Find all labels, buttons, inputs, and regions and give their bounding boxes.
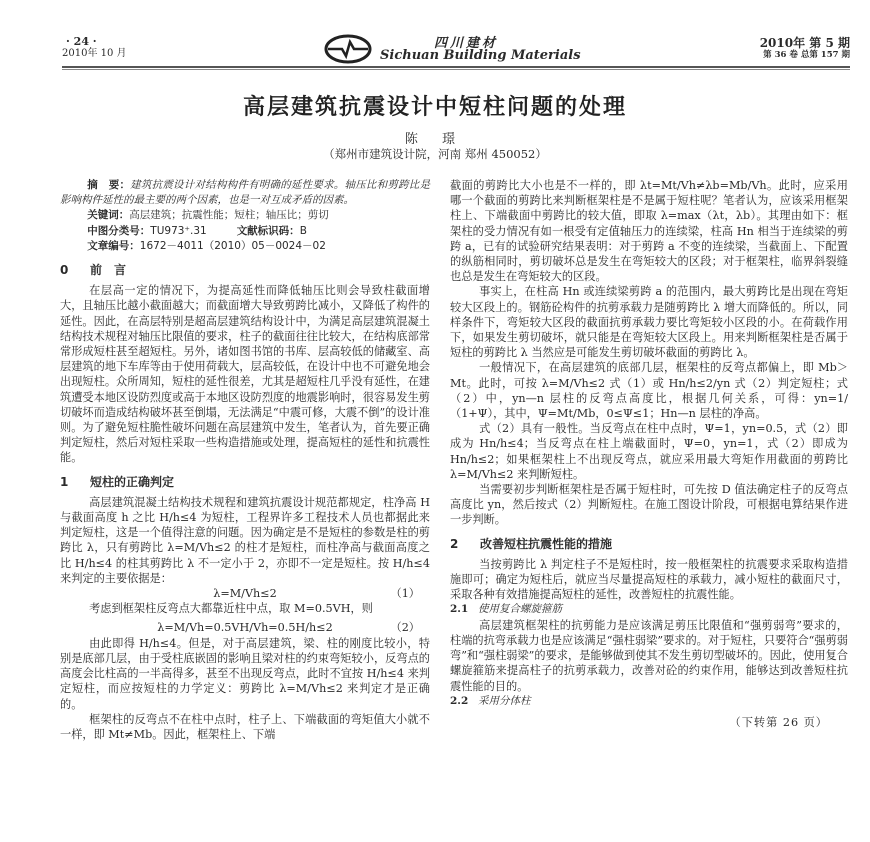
article-title: 高层建筑抗震设计中短柱问题的处理: [242, 95, 627, 120]
equation-number: （1）: [390, 587, 420, 601]
section-title: 短柱的正确判定: [90, 474, 175, 489]
abstract: [60, 178, 430, 208]
section-number: 0: [60, 263, 69, 278]
left-column: [60, 178, 430, 742]
equation: [60, 620, 430, 635]
clc-label: 中图分类号：: [87, 224, 151, 237]
author-name: 陈 璟: [404, 132, 466, 147]
equation: [60, 586, 430, 601]
page-number: · 24 ·: [66, 35, 97, 48]
paragraph: 事实上，在柱高 Hn 或连续梁剪跨 a 的范围内，最大剪跨比是出现在弯矩较大区段上的。钢筋砼构件的抗剪承载力是随剪跨比 λ 增大而降低的。所以，同样条件下，弯矩较大区段的截面抗剪承载力要比弯矩较小区段的小。在荷载作用下，如果发生剪切破坏，就只能是在弯矩较大区段上。用来判断框架柱是否属于短柱的剪跨比 λ 当然应是可能发生剪切破坏截面的剪跨比 λ。: [450, 285, 848, 360]
classification: [60, 224, 430, 239]
section-title: 前 言: [90, 263, 127, 278]
section-heading: [450, 602, 848, 617]
abstract-text: 建筑抗震设计对结构构件有明确的延性要求。轴压比和剪跨比是影响构件延性的最主要的两个因素，也是一对互成矛盾的因素。: [60, 179, 431, 207]
journal-masthead: [324, 34, 604, 66]
equation-number: （2）: [390, 621, 420, 635]
doc-code-value: B: [299, 224, 307, 237]
paragraph: 由此即得 H/h≤4。但是，对于高层建筑，梁、柱的刚度比较小，特别是底部几层，由于受柱底嵌固的影响且梁对柱的约束弯矩较小，反弯点的高度会比柱高的一半高得多，甚至不出现反弯点，此时不宜按 H/h≤4 来判定短柱，而应按短柱的力学定义：剪跨比 λ=M/Vh≤2 来判定才是正确的。: [60, 636, 430, 711]
doc-code-label: 文献标识码：: [236, 224, 300, 237]
section-number: 2.1: [450, 603, 469, 616]
section-heading: [450, 537, 848, 552]
paragraph: 高层建筑框架柱的抗剪能力是应该满足剪压比限值和“强剪弱弯”要求的，柱端的抗弯承载力也是应该满足“强柱弱梁”要求的。对于短柱，只要符合“强剪弱弯”和“强柱弱梁”的要求，是能够做到使其不发生剪切型破坏的。因此，使用复合螺旋箍筋来提高柱子的抗剪承载力，改善对砼的约束作用，能够达到改善短柱抗震性能的目的。: [450, 618, 848, 693]
keywords-label: 关键词：: [87, 209, 130, 222]
abstract-label: 摘 要：: [87, 179, 131, 191]
section-number: 2.2: [450, 694, 469, 707]
header-rule: [62, 66, 850, 68]
paragraph: 考虑到框架柱反弯点大都靠近柱中点，取 M=0.5VH，则: [89, 602, 373, 616]
author-affiliation: （郑州市建筑设计院，河南 郑州 450052）: [323, 147, 547, 161]
journal-logo-icon: [324, 34, 372, 64]
issue-date: 2010年 10 月: [62, 48, 127, 59]
section-heading: [60, 263, 430, 278]
paragraph: 一般情况下，在高层建筑的底部几层，框架柱的反弯点都偏上，即 Mb＞Mt。此时，可按 λ=M/Vh≤2 式（1）或 Hn/h≤2/yn 式（2）判定短柱；式（2）中，yn—n 层柱的反弯点高度比，根据几何关系，可得：yn=1/（1+Ψ），其中，Ψ=Mt/Mb，0≤Ψ≤1；Hn—n 层柱的净高。: [450, 361, 848, 421]
issue-number: 2010年 第 5 期: [759, 36, 850, 50]
paragraph: 高层建筑混凝土结构技术规程和建筑抗震设计规范都规定，柱净高 H 与截面高度 h 之比 H/h≤4 为短柱，工程界许多工程技术人员也都据此来判定短柱，这是一个值得注意的问题。因为确定是不是短柱的参数是柱的剪跨比 λ，只有剪跨比 λ=M/Vh≤2 的柱才是短柱，而柱净高与截面高度之比 H/h≤4 的柱其剪跨比 λ 不一定小于 2，亦即不一定是短柱。按 H/h≤4 来判定的主要依据是：: [60, 495, 430, 585]
paragraph: 在层高一定的情况下，为提高延性而降低轴压比则会导致柱截面增大，且轴压比越小截面越大；而截面增大导致剪跨比减小，又降低了构件的延性。因此，在高层特别是超高层建筑结构设计中，为满足高层建筑混凝土结构技术规程对轴压比限值的要求，柱子的截面往往比较大，在结构底部常常形成短柱甚至超短柱。另外，诸如图书馆的书库、层高较低的储藏室、高层建筑的地下车库等由于使用荷载大，层高较低，在设计中也不可避免地会出现短柱。众所周知，短柱的延性很差，尤其是超短柱几乎没有延性，在建筑遭受本地区设防烈度或高于本地区设防烈度的地震影响时，很容易发生剪切破坏而造成结构破坏甚至倒塌，无法满足“中震可修，大震不倒”的设计准则。为了避免短柱脆性破坏问题在高层建筑中发生，笔者认为，首先要正确判定短柱，然后对短柱采取一些构造措施或处理，提高短柱的延性和抗震性能。: [60, 284, 430, 465]
section-title: 采用分体柱: [478, 694, 531, 707]
volume-number: 第 36 卷 总第 157 期: [763, 50, 850, 60]
left-column-tail: [60, 780, 430, 812]
journal-name-en: Sichuan Building Materials: [380, 48, 581, 63]
keywords: [60, 208, 430, 223]
header-left: [62, 36, 127, 60]
paragraph-continued: 截面的剪跨比大小也是不一样的，即 λt=Mt/Vh≠λb=Mb/Vh。此时，应采用哪一个截面的剪跨比来判断框架柱是不是属于短柱呢？笔者认为，应该采用框架柱上、下端截面中剪跨比的较大值，即取 λ=max（λt，λb）。其理由如下：框架柱的受力情况有如一根受有定值轴压力的连续梁，柱高 Hn 相当于连续梁的剪跨 a，已有的试验研究结果表明：对于剪跨 a 不变的连续梁，当截面上、下配置的纵筋相同时，剪切破坏总是发生在弯矩较大的区段；对于框架柱，临界斜裂缝也总是发生在弯矩较大的区段。: [450, 179, 848, 284]
right-column: [450, 178, 848, 730]
section-title: 使用复合螺旋箍筋: [478, 603, 562, 616]
paragraph: 当按剪跨比 λ 判定柱子不是短柱时，按一般框架柱的抗震要求采取构造措施即可；确定为短柱后，就应当尽量提高短柱的承载力，减小短柱的截面尺寸，采取各种有效措施提高短柱的延性，改善短柱的抗震性能。: [450, 557, 848, 602]
clc-value: TU973⁺.31: [150, 224, 207, 237]
section-number: 1: [60, 474, 69, 489]
header-right: [760, 36, 850, 61]
section-heading: [450, 694, 848, 709]
running-header: [62, 36, 850, 64]
equation-expression: λ=M/Vh=0.5VH/Vh=0.5H/h≤2: [157, 621, 333, 635]
article-number-label: 文章编号：: [87, 239, 140, 252]
header-rule-thin: [62, 69, 850, 70]
equation-expression: λ=M/Vh≤2: [213, 587, 277, 601]
paragraph: 框架柱的反弯点不在柱中点时，柱子上、下端截面的弯矩值大小就不一样，即 Mt≠Mb。因此，框架柱上、下端: [60, 712, 430, 741]
section-heading: [60, 475, 430, 490]
section-number: 2: [450, 536, 459, 551]
paragraph: 当需要初步判断框架柱是否属于短柱时，可先按 D 值法确定柱子的反弯点高度比 yn，然后按式（2）判断短柱。在施工图设计阶段，可根据电算结果作进一步判断。: [450, 483, 848, 527]
section-title: 改善短柱抗震性能的措施: [480, 536, 613, 551]
paragraph: 式（2）具有一般性。当反弯点在柱中点时，Ψ=1，yn=0.5，式（2）即成为 Hn/h≤4；当反弯点在柱上端截面时，Ψ=0，yn=1，式（2）即成为 Hn/h≤2；如果框架柱上不出现反弯点，就应采用最大弯矩作用截面的剪跨比 λ=M/Vh≤2 来判断短柱。: [450, 422, 848, 481]
article-number: [60, 239, 430, 254]
article-number-value: 1672－4011（2010）05－0024－02: [139, 239, 326, 252]
continued-note: （下转第 26 页）: [729, 715, 828, 729]
journal-name-cn: 四川建材: [434, 36, 499, 51]
keywords-text: 高层建筑；抗震性能；短柱；轴压比；剪切: [129, 209, 329, 222]
